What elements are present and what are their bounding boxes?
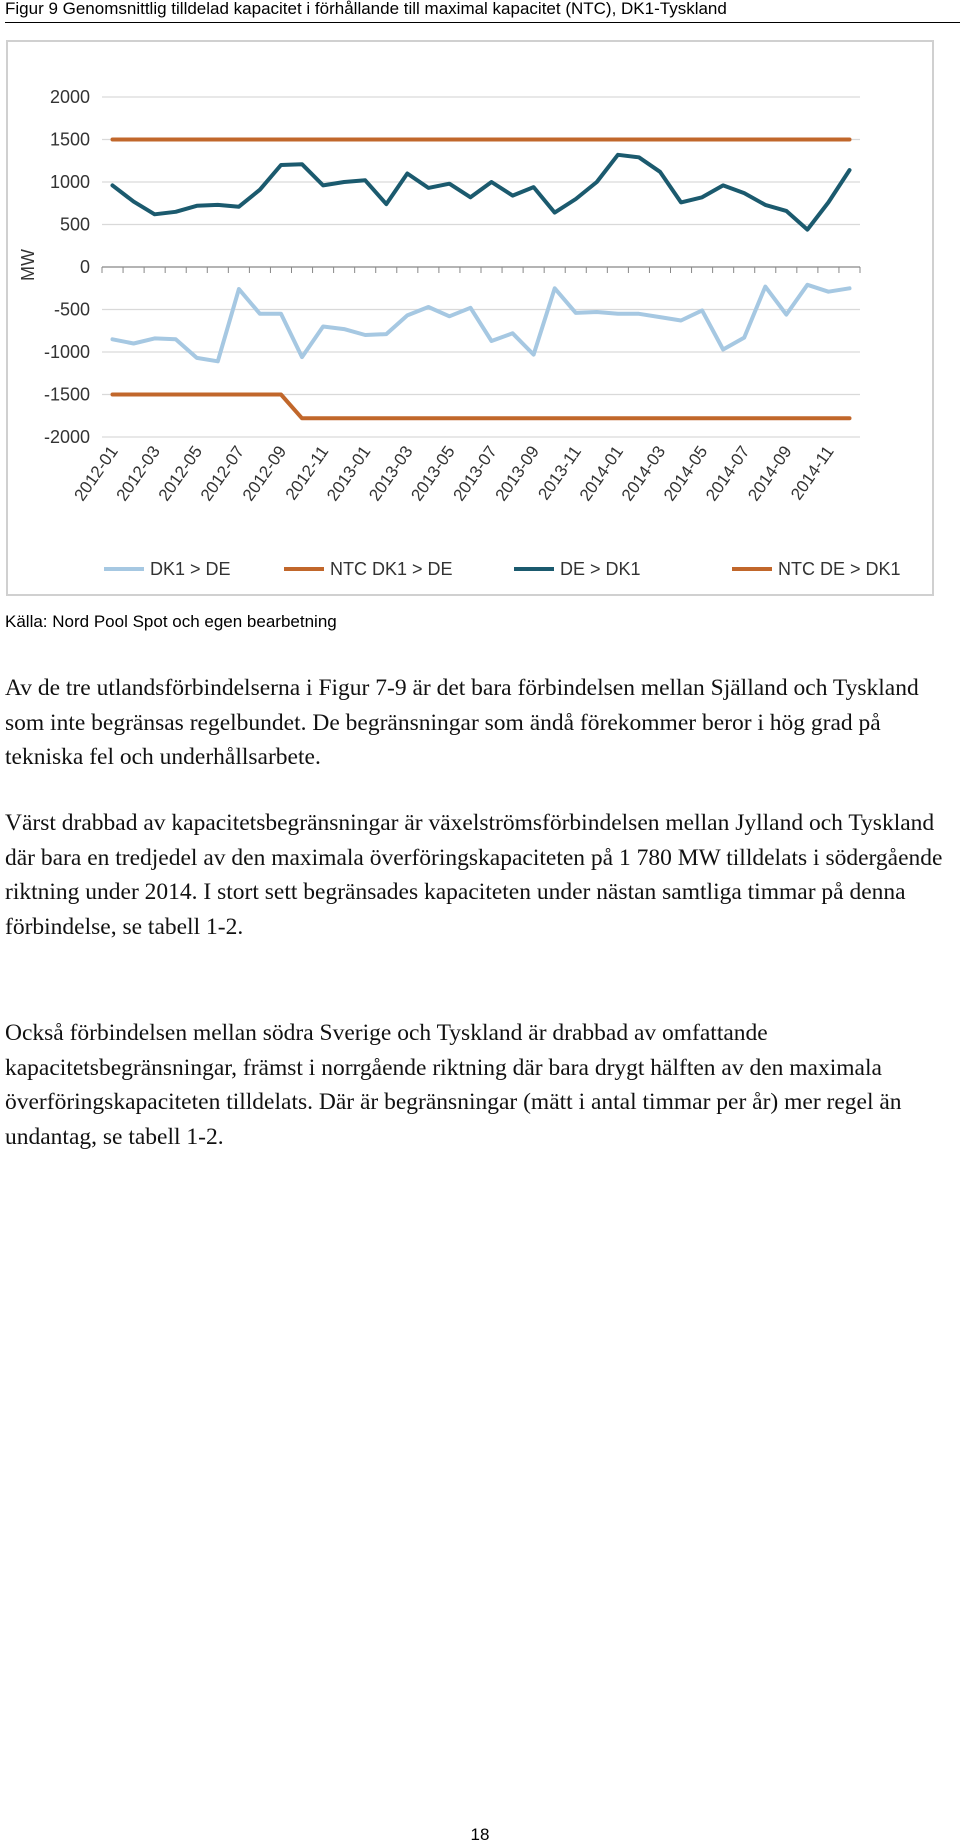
body-paragraph-2: Värst drabbad av kapacitetsbegränsningar är växelströmsförbindelsen mellan Jylland och Tyskland där bara en tredjedel av den maximala överföringskapaciteten på 1 780 MW tilldelats i södergående riktning under 2014. I stort sett begränsades kapaciteten under nästan samtliga timmar på denna förbindelse, se tabell 1-2. xyxy=(5,810,943,940)
y-tick-label: -500 xyxy=(53,299,90,320)
page-number: 18 xyxy=(470,1825,490,1844)
body-paragraph-1: Av de tre utlandsförbindelserna i Figur 7-9 är det bara förbindelsen mellan Själland och Tyskland som inte begränsas regelbundet. De begränsningar som ändå förekommer beror i hög grad på tekniska fel och underhållsarbete. xyxy=(5,675,919,770)
chart-frame xyxy=(6,40,934,596)
x-tick-label: 2014-07 xyxy=(702,442,754,505)
series-line-2 xyxy=(113,155,850,230)
figure-caption: Figur 9 Genomsnittlig tilldelad kapacitet i förhållande till maximal kapacitet (NTC), DK1-Tyskland xyxy=(5,0,960,23)
y-tick-label: 500 xyxy=(59,214,90,235)
chart-series xyxy=(113,140,850,419)
y-axis-label: MW xyxy=(18,249,38,281)
x-tick-label: 2012-11 xyxy=(281,442,333,504)
x-tick-label: 2013-11 xyxy=(534,442,586,504)
series-line-0 xyxy=(113,285,850,362)
y-axis xyxy=(18,87,90,447)
y-tick-label: -1500 xyxy=(43,384,90,405)
x-tick-label: 2013-05 xyxy=(407,442,459,505)
y-tick-label: -2000 xyxy=(43,427,90,447)
y-tick-label: 2000 xyxy=(49,87,90,107)
x-axis xyxy=(70,267,860,504)
x-tick-label: 2012-01 xyxy=(70,442,122,505)
y-tick-label: -1000 xyxy=(43,342,90,362)
legend-label: NTC DK1 > DE xyxy=(330,559,453,579)
legend-label: DK1 > DE xyxy=(150,559,231,579)
x-tick-label: 2014-11 xyxy=(787,442,838,504)
line-chart xyxy=(8,42,932,594)
series-line-1 xyxy=(113,395,850,419)
x-tick-label: 2012-09 xyxy=(238,442,291,505)
x-tick-label: 2012-05 xyxy=(154,442,207,505)
y-tick-label: 1000 xyxy=(49,172,90,192)
legend-label: DE > DK1 xyxy=(560,559,641,579)
chart-legend xyxy=(104,559,901,579)
y-tick-label: 0 xyxy=(79,257,90,277)
x-tick-label: 2014-09 xyxy=(744,442,796,505)
x-tick-label: 2013-09 xyxy=(491,442,543,505)
x-tick-label: 2013-03 xyxy=(365,442,417,505)
x-tick-label: 2012-07 xyxy=(196,442,249,505)
x-tick-label: 2013-01 xyxy=(323,442,375,505)
body-paragraph-3: Också förbindelsen mellan södra Sverige och Tyskland är drabbad av omfattande kapacitetsbegränsningar, främst i norrgående riktning där bara drygt hälften av den maximala överföringskapaciteten tilldelats. Där är begränsningar (mätt i antal timmar per år) mer regel än undantag, se tabell 1-2. xyxy=(5,1020,902,1150)
x-tick-label: 2014-03 xyxy=(617,442,670,505)
x-tick-label: 2012-03 xyxy=(112,442,164,505)
x-tick-label: 2014-05 xyxy=(660,442,712,505)
legend-label: NTC DE > DK1 xyxy=(778,559,901,579)
figure-source: Källa: Nord Pool Spot och egen bearbetning xyxy=(5,612,337,631)
x-tick-label: 2014-01 xyxy=(575,442,628,505)
x-tick-label: 2013-07 xyxy=(449,442,501,505)
y-tick-label: 1500 xyxy=(49,129,90,150)
